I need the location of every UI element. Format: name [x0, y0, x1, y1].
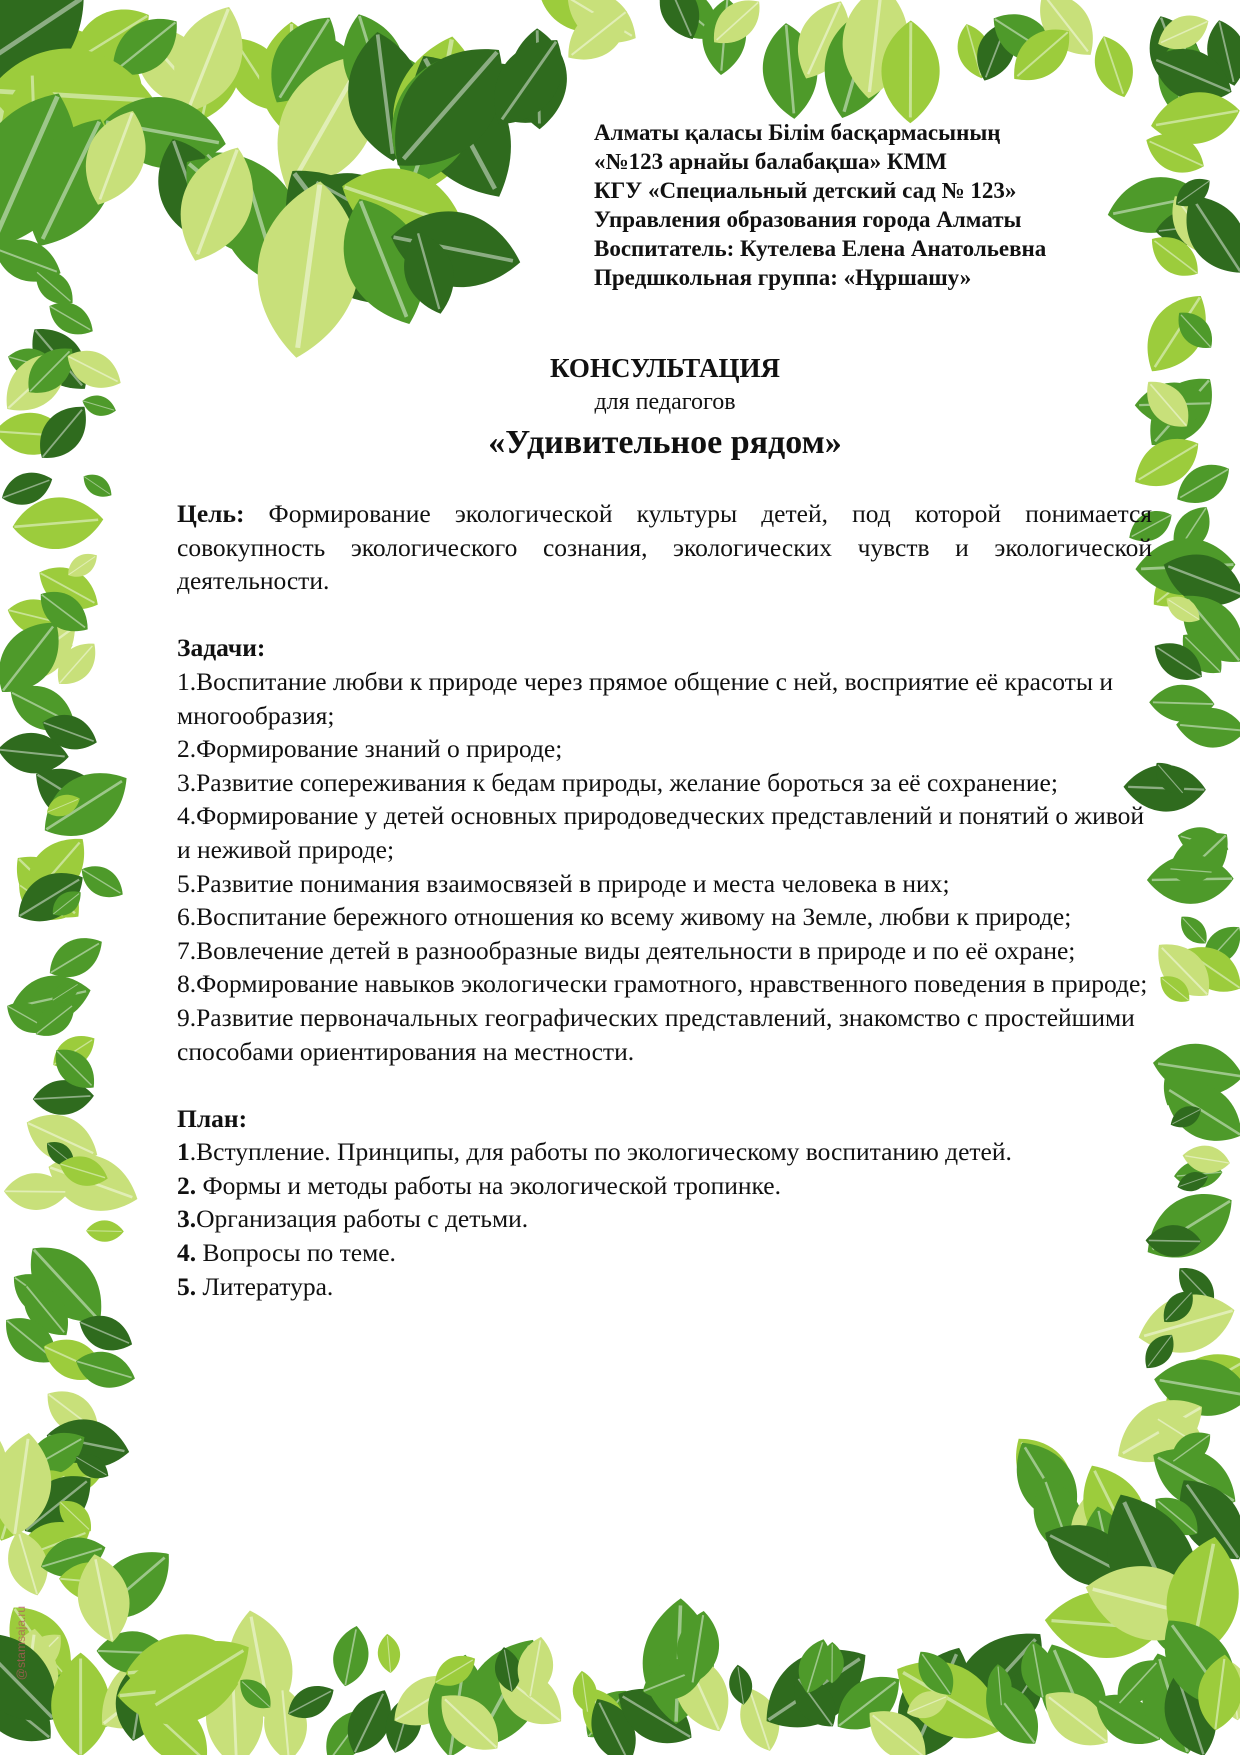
goal-text: Формирование экологической культуры детей, под которой понимается совокупность экологического сознания, экологических чувств и экологической деятельности.: [177, 499, 1152, 596]
task-item: 6.Воспитание бережного отношения ко всему живому на Земле, любви к природе;: [177, 902, 1072, 932]
title-block: [170, 350, 1160, 466]
plan-item-text: Литература.: [196, 1271, 334, 1301]
header-line-2: «№123 арнайы балабақша» КММ: [594, 149, 947, 174]
plan-item: [177, 1169, 1152, 1203]
tasks-heading: Задачи:: [177, 633, 266, 663]
institution-header: [594, 118, 1154, 292]
document-audience: для педагогов: [594, 389, 736, 415]
task-item: 5.Развитие понимания взаимосвязей в природе и места человека в них;: [177, 868, 950, 898]
leaf-decoration: [1086, 30, 1141, 103]
leaf-decoration: [86, 1220, 124, 1242]
tasks-list: [177, 665, 1152, 1068]
header-line-1: Алматы қаласы Білім басқармасының: [594, 120, 1001, 145]
task-item: 9.Развитие первоначальных географических представлений, знакомство с простейшими способами ориентирования на местности.: [177, 1002, 1135, 1066]
header-line-5: Воспитатель: Кутелева Елена Анатольевна: [594, 236, 1047, 261]
plan-item-text: Организация работы с детьми.: [196, 1204, 529, 1234]
plan-item-number: 2.: [177, 1170, 197, 1200]
leaf-decoration: [328, 1623, 374, 1690]
plan-item: [177, 1135, 1152, 1169]
plan-item: [177, 1236, 1152, 1270]
task-item: 8.Формирование навыков экологически грамотного, нравственного поведения в природе;: [177, 969, 1148, 999]
plan-item-number: 5.: [177, 1271, 197, 1301]
task-item: 3.Развитие сопереживания к бедам природы, желание бороться за её сохранение;: [177, 767, 1058, 797]
header-line-4: Управления образования города Алматы: [594, 207, 1022, 232]
plan-item-text: Формы и методы работы на экологической тропинке.: [196, 1170, 781, 1200]
leaf-decoration: [78, 468, 117, 503]
plan-item: [177, 1270, 1152, 1304]
task-item: 2.Формирование знаний о природе;: [177, 734, 563, 764]
plan-item-number: 1: [177, 1137, 190, 1167]
goal-label: Цель:: [177, 499, 245, 528]
document-kind: КОНСУЛЬТАЦИЯ: [550, 353, 780, 383]
plan-item-number: 3.: [177, 1204, 197, 1234]
header-line-6: Предшкольная группа: «Нұршашу»: [594, 265, 972, 290]
goal-paragraph: [177, 497, 1152, 598]
plan-item-number: 4.: [177, 1238, 197, 1268]
header-line-3: КГУ «Специальный детский сад № 123»: [594, 178, 1017, 203]
document-title: «Удивительное рядом»: [488, 424, 842, 461]
task-item: 1.Воспитание любви к природе через прямое общение с ней, восприятие её красоты и многообразия;: [177, 666, 1113, 730]
plan-item: [177, 1202, 1152, 1236]
site-watermark: @stamsaja.ru: [14, 1606, 28, 1681]
plan-heading: План:: [177, 1103, 248, 1133]
plan-item-text: Вопросы по теме.: [196, 1238, 396, 1268]
task-item: 7.Вовлечение детей в разнообразные виды деятельности в природе и по её охране;: [177, 935, 1076, 965]
plan-list: [177, 1135, 1152, 1303]
task-item: 4.Формирование у детей основных природоведческих представлений и понятий о живой и неживой природе;: [177, 801, 1145, 864]
leaf-decoration: [376, 1633, 402, 1674]
plan-item-text: .Вступление. Принципы, для работы по экологическому воспитанию детей.: [189, 1137, 1012, 1167]
document-body: [177, 497, 1152, 1303]
